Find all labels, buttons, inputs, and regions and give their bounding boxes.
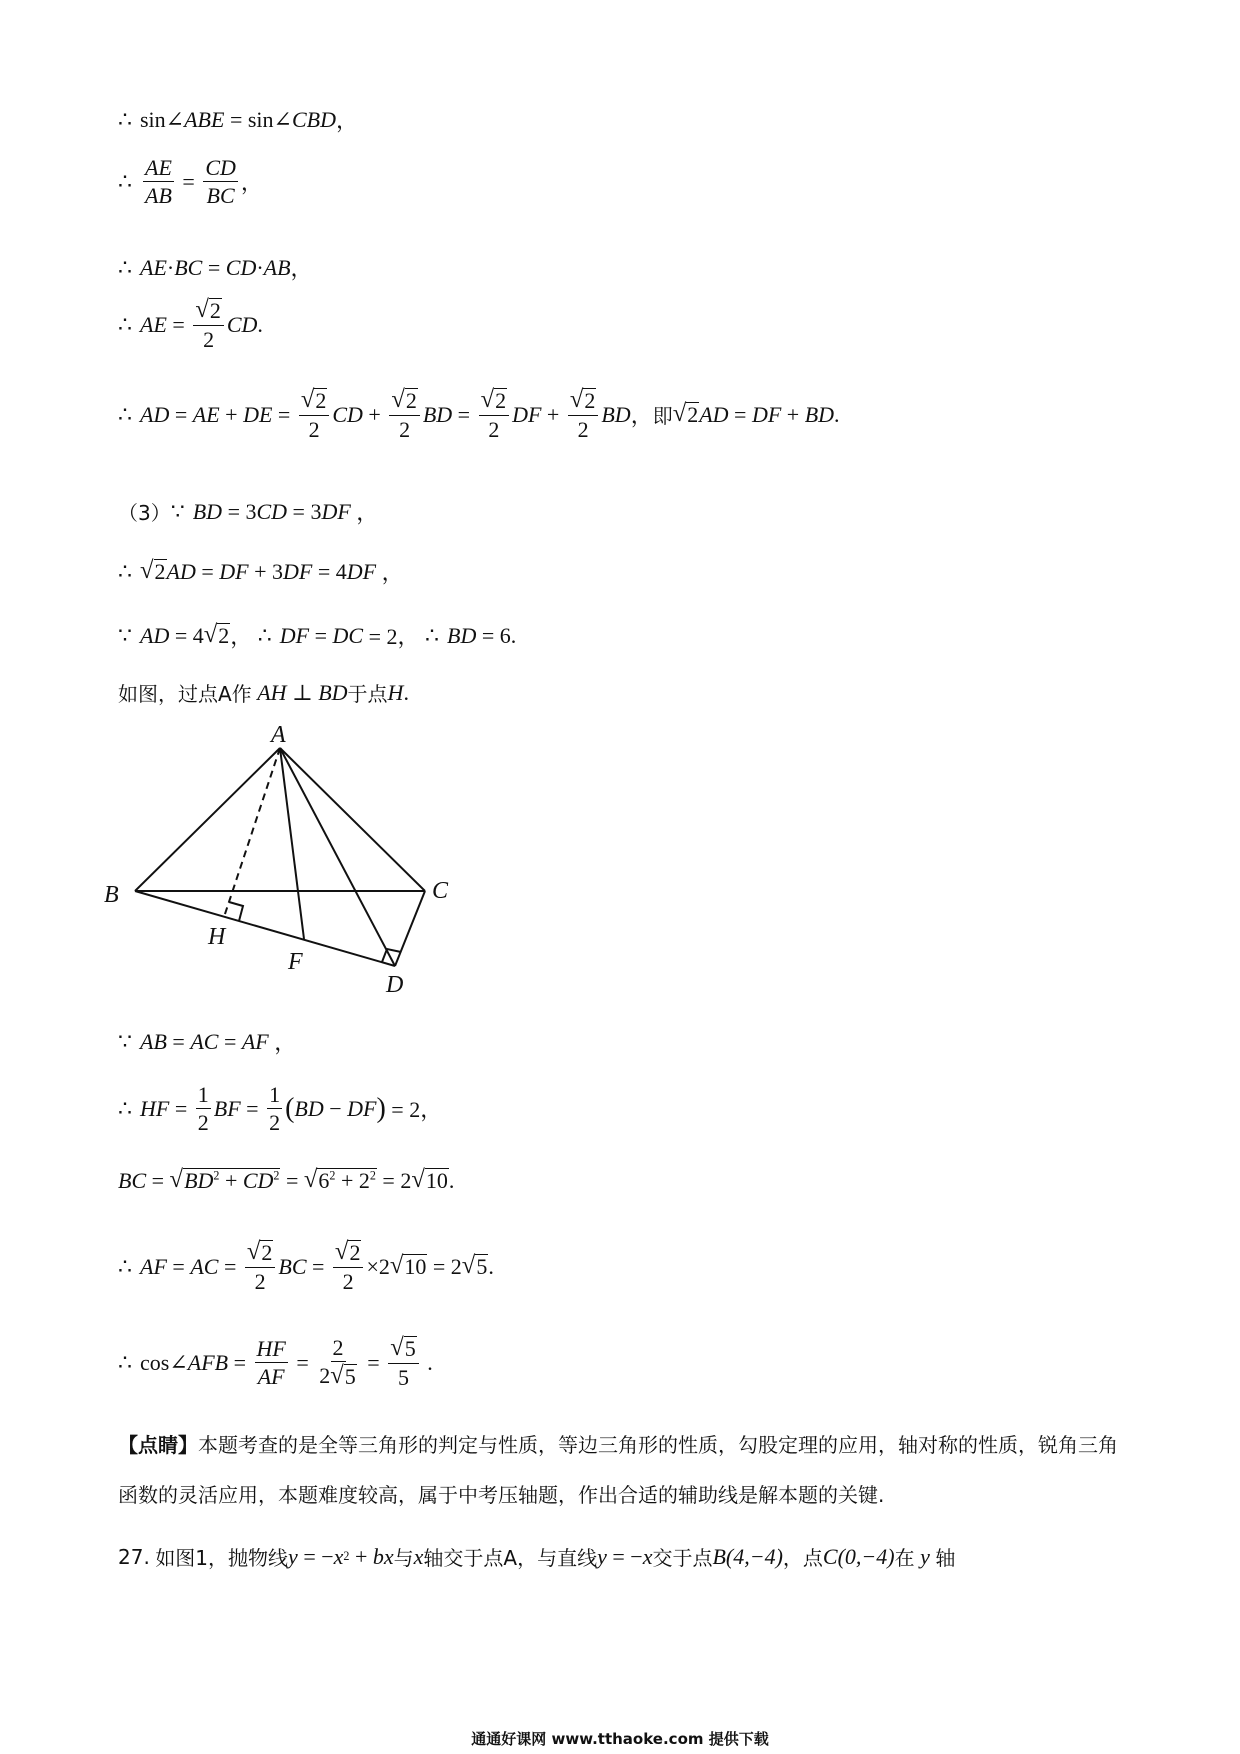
label-f: F (288, 949, 303, 975)
line-construct: 如图，过点A作 AH ⊥ BD 于点 H . (118, 679, 409, 706)
line-ad-sum: ∴ AD = AE + DE = √ 2 2 CD + √ 2 2 BD = √ 2 2 DF + √ 2 2 BD ， 即 √ 2 AD = DF + BD . (118, 386, 840, 443)
segment-ab (135, 748, 280, 891)
dianjing-tag: 【点睛】 (118, 1433, 198, 1457)
line-product: ∴ AE · BC = CD · AB ， (118, 254, 313, 281)
segment-cd (395, 891, 425, 966)
line-sin-equal: ∴ sin∠ ABE = sin∠ CBD ， (118, 106, 358, 133)
label-d: D (386, 972, 404, 998)
line-ad-value: ∵ AD = 4 √ 2 ， ∴ DF = DC = 2， ∴ BD = 6. (118, 620, 517, 649)
line-case3: （3） ∵ BD = 3 CD = 3 DF ， (118, 498, 379, 525)
dianjing-text: 本题考查的是全等三角形的判定与性质，等边三角形的性质，勾股定理的应用，轴对称的性质，锐角三角函数的灵活应用，本题难度较高，属于中考压轴题，作出合适的辅助线是解本题的关键. (118, 1433, 1118, 1507)
geometry-figure (100, 720, 480, 1010)
segment-ad (280, 748, 395, 966)
line-sqrt2-ad: ∴ √ 2 AD = DF + 3 DF = 4 DF ， (118, 556, 404, 585)
line-bc: BC = √ $BD^2 + CD^2$ = √ $6^2 + 2^2$ = 2 √ 10 . (118, 1166, 455, 1194)
problem-27: 27. 如图1，抛物线 y = − x 2 + bx 与 x 轴交于点A，与直线 y = − x 交于点 B(4,−4) ，点 C(0,−4) 在 y 轴 (118, 1543, 956, 1570)
label-a: A (271, 722, 286, 748)
line-af: ∴ AF = AC = √ 2 2 BC = √ 2 2 ×2 √ 10 = 2 √ 5 . (118, 1238, 494, 1295)
label-c: C (432, 878, 449, 904)
segment-af (280, 748, 304, 939)
segment-ac (280, 748, 425, 891)
segment-bd (135, 891, 395, 966)
footer: 通通好课网 www.tthaoke.com 提供下载 (471, 1730, 769, 1748)
line-ratio: ∴ $\frac{AE}{AB}$ = $\frac{CD}{BC}$ ， (118, 155, 263, 209)
line-equal-sides: ∵ AB = AC = AF ， (118, 1028, 297, 1055)
line-cos: ∴ cos∠ AFB = $\frac{HF}{AF}$ = 2 2 √ 5 = √ 5 5 . (118, 1334, 433, 1391)
label-b: B (104, 882, 119, 908)
label-h: H (208, 924, 226, 950)
line-hf: ∴ HF = $\frac{1}{2}$ BF = $\frac{1}{2}$ ( BD − DF ) = 2， (118, 1082, 443, 1136)
dianjing-paragraph (118, 1420, 1128, 1520)
line-ae: ∴ AE = √ 2 2 CD . (118, 296, 263, 353)
